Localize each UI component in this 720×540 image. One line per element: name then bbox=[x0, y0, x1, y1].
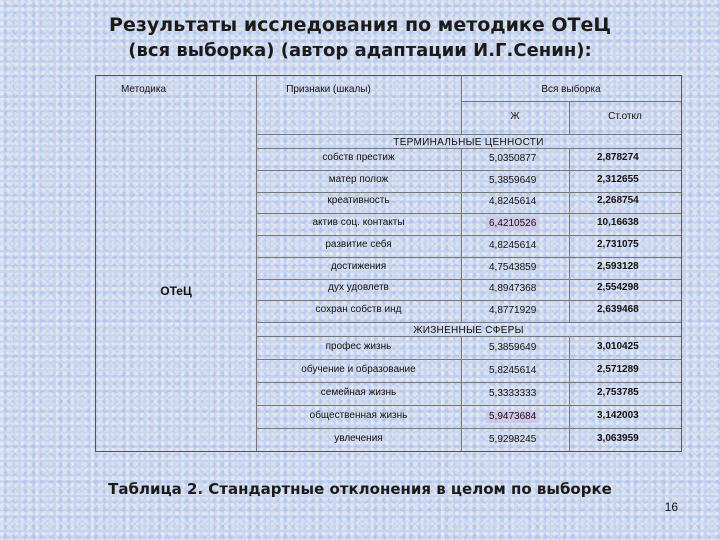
row-mean: 5,3859649 bbox=[489, 341, 537, 353]
row-sd: 2,878274 bbox=[597, 151, 639, 163]
row-sd: 2,554298 bbox=[597, 282, 639, 294]
row-mean: 4,8771929 bbox=[489, 305, 537, 317]
row-mean: 6,4210526 bbox=[486, 217, 539, 230]
row-label: собств престиж bbox=[322, 151, 395, 163]
header-mean: Ж bbox=[510, 111, 520, 122]
row-sd: 2,268754 bbox=[597, 195, 639, 207]
method-name: ОТеЦ bbox=[160, 284, 192, 298]
row-mean: 5,0350877 bbox=[489, 152, 537, 164]
row-sd: 10,16638 bbox=[597, 217, 639, 229]
header-method: Методика bbox=[120, 84, 167, 95]
row-label: достижения bbox=[330, 260, 387, 272]
row-label: креативность bbox=[327, 195, 390, 207]
row-sd: 3,063959 bbox=[597, 432, 639, 444]
page-number: 16 bbox=[664, 500, 678, 514]
row-label: сохран собств инд bbox=[315, 304, 402, 316]
row-label: семейная жизнь bbox=[320, 386, 397, 398]
header-sd: Ст.откл bbox=[608, 111, 642, 122]
header-sample: Вся выборка bbox=[541, 84, 601, 95]
row-sd: 2,753785 bbox=[597, 386, 639, 398]
row-label: общественная жизнь bbox=[309, 409, 408, 421]
row-mean: 4,7543859 bbox=[489, 261, 537, 273]
row-mean: 4,8947368 bbox=[489, 283, 537, 295]
section-terminal-values: ТЕРМИНАЛЬНЫЕ ЦЕННОСТИ bbox=[393, 137, 544, 148]
slide-title-line2: (вся выборка) (автор адаптации И.Г.Сенин): bbox=[128, 40, 592, 61]
row-mean: 5,9473684 bbox=[486, 410, 539, 423]
row-sd: 2,312655 bbox=[597, 173, 639, 185]
section-life-spheres: ЖИЗНЕННЫЕ СФЕРЫ bbox=[413, 325, 524, 336]
results-table bbox=[95, 75, 682, 452]
row-mean: 5,8245614 bbox=[489, 364, 537, 376]
row-sd: 3,010425 bbox=[597, 340, 639, 352]
row-sd: 2,571289 bbox=[597, 363, 639, 375]
header-signs: Признаки (шкалы) bbox=[286, 84, 371, 95]
row-label: увлечения bbox=[334, 432, 383, 444]
row-mean: 5,9298245 bbox=[489, 433, 537, 445]
slide-title-line1: Результаты исследования по методике ОТеЦ bbox=[109, 14, 611, 36]
row-sd: 2,731075 bbox=[597, 238, 639, 250]
row-sd: 2,639468 bbox=[597, 304, 639, 316]
row-label: матер полож bbox=[328, 173, 389, 185]
row-label: дух удовлетв bbox=[328, 282, 389, 294]
row-label: профес жизнь bbox=[325, 340, 392, 352]
row-label: развитие себя bbox=[325, 238, 392, 250]
row-sd: 3,142003 bbox=[597, 409, 639, 421]
row-label: актив соц. контакты bbox=[312, 217, 405, 229]
row-label: обучение и образование bbox=[301, 363, 416, 375]
row-sd: 2,593128 bbox=[597, 260, 639, 272]
row-mean: 5,3859649 bbox=[489, 174, 537, 186]
row-mean: 4,8245614 bbox=[489, 196, 537, 208]
row-mean: 4,8245614 bbox=[489, 239, 537, 251]
table-caption: Таблица 2. Стандартные отклонения в целом по выборке bbox=[108, 480, 612, 498]
row-mean: 5,3333333 bbox=[489, 387, 537, 399]
